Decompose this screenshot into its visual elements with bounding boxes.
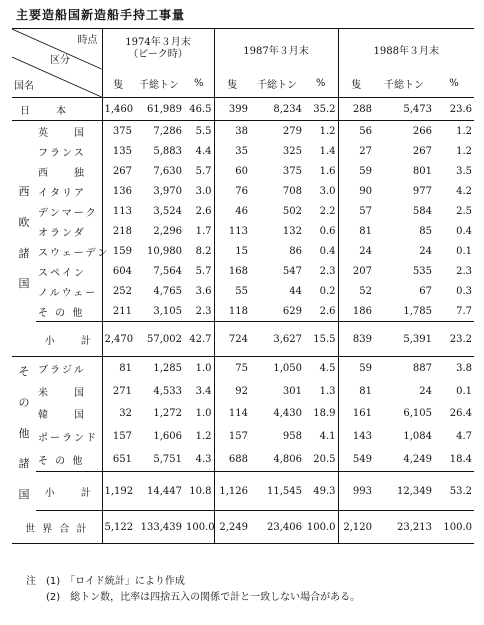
value-cell: 113	[102, 201, 134, 221]
value-cell: 2.5	[456, 205, 473, 217]
table-row	[12, 425, 474, 448]
value-cell: 3,970	[153, 185, 182, 197]
value-cell: 1,192	[102, 471, 134, 511]
value-cell: 724	[214, 322, 250, 357]
value-cell: 143	[338, 425, 374, 448]
value-cell: 3.6	[195, 285, 212, 297]
value-cell: 4.3	[195, 453, 212, 465]
value-cell: 12,349	[374, 471, 434, 511]
value-cell: 708	[282, 185, 302, 197]
table-row	[12, 161, 474, 181]
row-label: 英 国	[36, 121, 102, 142]
value-cell: 2.2	[319, 205, 336, 217]
note-label: (2)	[26, 592, 61, 603]
table-row-subtotal	[12, 471, 474, 511]
value-cell: 90	[338, 181, 374, 201]
value-cell: 59	[338, 161, 374, 181]
value-cell: 67	[419, 285, 432, 297]
row-label: 日 本	[12, 98, 102, 121]
row-label: 世 界 合 計	[12, 511, 102, 544]
shipbuilding-table	[12, 28, 474, 544]
value-cell: 5,391	[374, 322, 434, 357]
value-cell: 8.2	[195, 245, 212, 257]
table-row	[12, 241, 474, 261]
value-cell: 584	[412, 205, 432, 217]
value-cell: 629	[282, 305, 302, 317]
note-text: 総トン数，比率は四捨五入の関係で計と一致しない場合がある。	[70, 592, 361, 603]
value-cell: 133,439	[134, 511, 184, 544]
value-cell: 3,105	[153, 305, 182, 317]
value-cell: 186	[338, 301, 374, 322]
value-cell: 1.3	[319, 385, 336, 397]
value-cell: 24	[338, 241, 374, 261]
value-cell: 3.0	[195, 185, 212, 197]
unit-tons: 千総トン	[374, 70, 434, 98]
row-label: ノルウェー	[38, 287, 98, 299]
value-cell: 26.4	[449, 408, 473, 420]
value-cell: 157	[214, 425, 250, 448]
value-cell: 2.3	[456, 265, 473, 277]
row-label: 小 計	[36, 322, 102, 357]
value-cell: 24	[419, 385, 432, 397]
value-cell: 1.0	[184, 357, 214, 380]
value-cell: 4,765	[153, 285, 182, 297]
time-label: 時点	[77, 35, 98, 46]
value-cell: 279	[250, 121, 304, 142]
value-cell: 887	[374, 357, 434, 380]
kubun-label: 区分	[50, 55, 70, 66]
table-row-world-total	[12, 511, 474, 544]
value-cell: 2,249	[214, 511, 250, 544]
value-cell: 10,980	[147, 245, 182, 257]
value-cell: 75	[214, 357, 250, 380]
value-cell: 56	[338, 121, 374, 142]
value-cell: 375	[102, 121, 134, 142]
value-cell: 4.2	[456, 185, 473, 197]
value-cell: 23.6	[434, 98, 474, 121]
value-cell: 651	[102, 448, 134, 471]
value-cell: 1.2	[195, 431, 212, 443]
row-label: 小 計	[36, 471, 102, 511]
value-cell: 157	[102, 425, 134, 448]
value-cell: 252	[102, 281, 134, 301]
value-cell: 218	[102, 221, 134, 241]
value-cell: 44	[289, 285, 302, 297]
value-cell: 2,470	[102, 322, 134, 357]
note-label: 注 (1)	[26, 576, 61, 587]
value-cell: 159	[102, 241, 134, 261]
value-cell: 5,883	[153, 145, 182, 157]
table-row	[12, 221, 474, 241]
value-cell: 801	[412, 165, 432, 177]
value-cell: 23,213	[374, 511, 434, 544]
value-cell: 839	[338, 322, 374, 357]
value-cell: 32	[102, 402, 134, 425]
value-cell: 61,989	[134, 98, 184, 121]
page-title: 主要造船国新造船手持工事量	[16, 8, 186, 22]
value-cell: 267	[412, 145, 432, 157]
value-cell: 1,285	[134, 357, 184, 380]
value-cell: 3.5	[456, 165, 473, 177]
value-cell: 55	[214, 281, 250, 301]
value-cell: 2.6	[319, 305, 336, 317]
unit-pct: %	[304, 70, 338, 98]
value-cell: 57,002	[134, 322, 184, 357]
value-cell: 1.4	[319, 145, 336, 157]
table-row-subtotal	[12, 322, 474, 357]
value-cell: 977	[412, 185, 432, 197]
value-cell: 2,296	[153, 225, 182, 237]
value-cell: 92	[214, 380, 250, 403]
table-row	[12, 201, 474, 221]
notes	[26, 574, 360, 606]
row-label: そ の 他	[38, 455, 85, 467]
value-cell: 23.2	[434, 322, 474, 357]
row-label: 韓 国	[38, 410, 86, 422]
value-cell: 0.1	[456, 385, 473, 397]
value-cell: 547	[282, 265, 302, 277]
value-cell: 4,806	[273, 453, 302, 465]
unit-ships: 隻	[338, 70, 374, 98]
value-cell: 1,084	[403, 431, 432, 443]
value-cell: 301	[282, 385, 302, 397]
value-cell: 132	[282, 225, 302, 237]
table-row	[12, 261, 474, 281]
note-2	[26, 590, 360, 606]
value-cell: 1.2	[456, 145, 473, 157]
value-cell: 81	[338, 221, 374, 241]
value-cell: 20.5	[313, 453, 336, 465]
period-1987: 1987年３月末	[214, 29, 338, 70]
value-cell: 6,105	[403, 408, 432, 420]
value-cell: 24	[419, 245, 432, 257]
value-cell: 15	[214, 241, 250, 261]
value-cell: 3.8	[434, 357, 474, 380]
value-cell: 136	[102, 181, 134, 201]
value-cell: 5.7	[195, 265, 212, 277]
period-1974: 1974年３月末 （ピーク時）	[102, 29, 214, 70]
table-row	[12, 402, 474, 425]
value-cell: 14,447	[134, 471, 184, 511]
value-cell: 502	[282, 205, 302, 217]
value-cell: 4.4	[195, 145, 212, 157]
value-cell: 35	[214, 141, 250, 161]
value-cell: 2.6	[195, 205, 212, 217]
value-cell: 81	[338, 380, 374, 403]
row-label: 米 国	[38, 387, 86, 399]
value-cell: 100.0	[184, 511, 214, 544]
value-cell: 59	[338, 357, 374, 380]
value-cell: 1,126	[214, 471, 250, 511]
value-cell: 1,785	[403, 305, 432, 317]
value-cell: 76	[214, 181, 250, 201]
value-cell: 288	[338, 98, 374, 121]
value-cell: 399	[214, 98, 250, 121]
value-cell: 5.7	[195, 165, 212, 177]
value-cell: 53.2	[434, 471, 474, 511]
value-cell: 211	[102, 301, 134, 322]
value-cell: 23,406	[250, 511, 304, 544]
value-cell: 0.2	[319, 285, 336, 297]
table-row	[12, 121, 474, 142]
value-cell: 4,533	[153, 385, 182, 397]
value-cell: 5,751	[153, 453, 182, 465]
value-cell: 1.2	[434, 121, 474, 142]
value-cell: 958	[282, 431, 302, 443]
value-cell: 52	[338, 281, 374, 301]
value-cell: 0.1	[456, 245, 473, 257]
value-cell: 5,473	[374, 98, 434, 121]
table-row	[12, 301, 474, 322]
value-cell: 60	[214, 161, 250, 181]
value-cell: 0.4	[456, 225, 473, 237]
value-cell: 135	[102, 141, 134, 161]
value-cell: 1.6	[319, 165, 336, 177]
value-cell: 18.9	[313, 408, 336, 420]
value-cell: 271	[102, 380, 134, 403]
value-cell: 15.5	[304, 322, 338, 357]
unit-ships: 隻	[102, 70, 134, 98]
value-cell: 0.4	[319, 245, 336, 257]
value-cell: 4.5	[304, 357, 338, 380]
value-cell: 7,564	[153, 265, 182, 277]
row-label: オランダ	[38, 227, 86, 239]
value-cell: 5.5	[184, 121, 214, 142]
value-cell: 993	[338, 471, 374, 511]
region-label: そ の 他 諸 国	[12, 357, 36, 511]
value-cell: 0.3	[456, 285, 473, 297]
row-label: デンマーク	[38, 207, 98, 219]
table-row	[12, 141, 474, 161]
value-cell: 27	[338, 141, 374, 161]
value-cell: 168	[214, 261, 250, 281]
table-row	[12, 380, 474, 403]
value-cell: 549	[338, 448, 374, 471]
value-cell: 38	[214, 121, 250, 142]
header-stub	[12, 29, 102, 98]
value-cell: 2,120	[338, 511, 374, 544]
row-label: イタリア	[38, 187, 86, 199]
row-label: 西 独	[38, 167, 86, 179]
value-cell: 4,430	[273, 408, 302, 420]
row-label: ブラジル	[36, 357, 102, 380]
value-cell: 81	[102, 357, 134, 380]
row-label: フランス	[38, 147, 86, 159]
table-row	[12, 357, 474, 380]
row-label: そ の 他	[38, 307, 85, 319]
value-cell: 375	[282, 165, 302, 177]
country-label: 国名	[14, 81, 34, 92]
unit-pct: %	[434, 70, 474, 98]
value-cell: 118	[214, 301, 250, 322]
value-cell: 114	[214, 402, 250, 425]
row-label: スウェーデン	[38, 247, 110, 259]
value-cell: 4,249	[403, 453, 432, 465]
value-cell: 1,606	[153, 431, 182, 443]
value-cell: 86	[289, 245, 302, 257]
value-cell: 3,627	[250, 322, 304, 357]
note-1	[26, 574, 360, 590]
value-cell: 5,122	[102, 511, 134, 544]
value-cell: 100.0	[434, 511, 474, 544]
value-cell: 4.1	[319, 431, 336, 443]
value-cell: 35.2	[304, 98, 338, 121]
value-cell: 325	[282, 145, 302, 157]
table-row	[12, 448, 474, 471]
row-label: スペイン	[38, 267, 86, 279]
value-cell: 1,460	[102, 98, 134, 121]
value-cell: 3.4	[195, 385, 212, 397]
value-cell: 1,272	[153, 408, 182, 420]
value-cell: 57	[338, 201, 374, 221]
value-cell: 535	[412, 265, 432, 277]
value-cell: 688	[214, 448, 250, 471]
value-cell: 1.0	[195, 408, 212, 420]
value-cell: 266	[374, 121, 434, 142]
value-cell: 3.0	[319, 185, 336, 197]
value-cell: 604	[102, 261, 134, 281]
value-cell: 11,545	[250, 471, 304, 511]
value-cell: 42.7	[184, 322, 214, 357]
unit-pct: %	[184, 70, 214, 98]
table-row	[12, 281, 474, 301]
unit-tons: 千総トン	[134, 70, 184, 98]
value-cell: 49.3	[304, 471, 338, 511]
value-cell: 2.3	[319, 265, 336, 277]
region-label: 西 欧 諸 国	[12, 121, 36, 357]
value-cell: 8,234	[250, 98, 304, 121]
period-1988: 1988年３月末	[338, 29, 474, 70]
row-label: ポーランド	[38, 433, 98, 445]
value-cell: 207	[338, 261, 374, 281]
value-cell: 2.3	[195, 305, 212, 317]
value-cell: 161	[338, 402, 374, 425]
value-cell: 113	[214, 221, 250, 241]
value-cell: 7.7	[456, 305, 473, 317]
table-row	[12, 181, 474, 201]
value-cell: 7,286	[134, 121, 184, 142]
value-cell: 1.7	[195, 225, 212, 237]
unit-ships: 隻	[214, 70, 250, 98]
value-cell: 85	[419, 225, 432, 237]
value-cell: 3,524	[153, 205, 182, 217]
value-cell: 0.6	[319, 225, 336, 237]
unit-tons: 千総トン	[250, 70, 304, 98]
value-cell: 10.8	[184, 471, 214, 511]
table-row-japan	[12, 98, 474, 121]
value-cell: 100.0	[304, 511, 338, 544]
note-text: 「ロイド統計」により作成	[70, 576, 185, 587]
value-cell: 46.5	[184, 98, 214, 121]
value-cell: 1.2	[304, 121, 338, 142]
value-cell: 7,630	[153, 165, 182, 177]
value-cell: 18.4	[449, 453, 473, 465]
value-cell: 267	[102, 161, 134, 181]
value-cell: 1,050	[250, 357, 304, 380]
value-cell: 4.7	[456, 431, 473, 443]
value-cell: 46	[214, 201, 250, 221]
